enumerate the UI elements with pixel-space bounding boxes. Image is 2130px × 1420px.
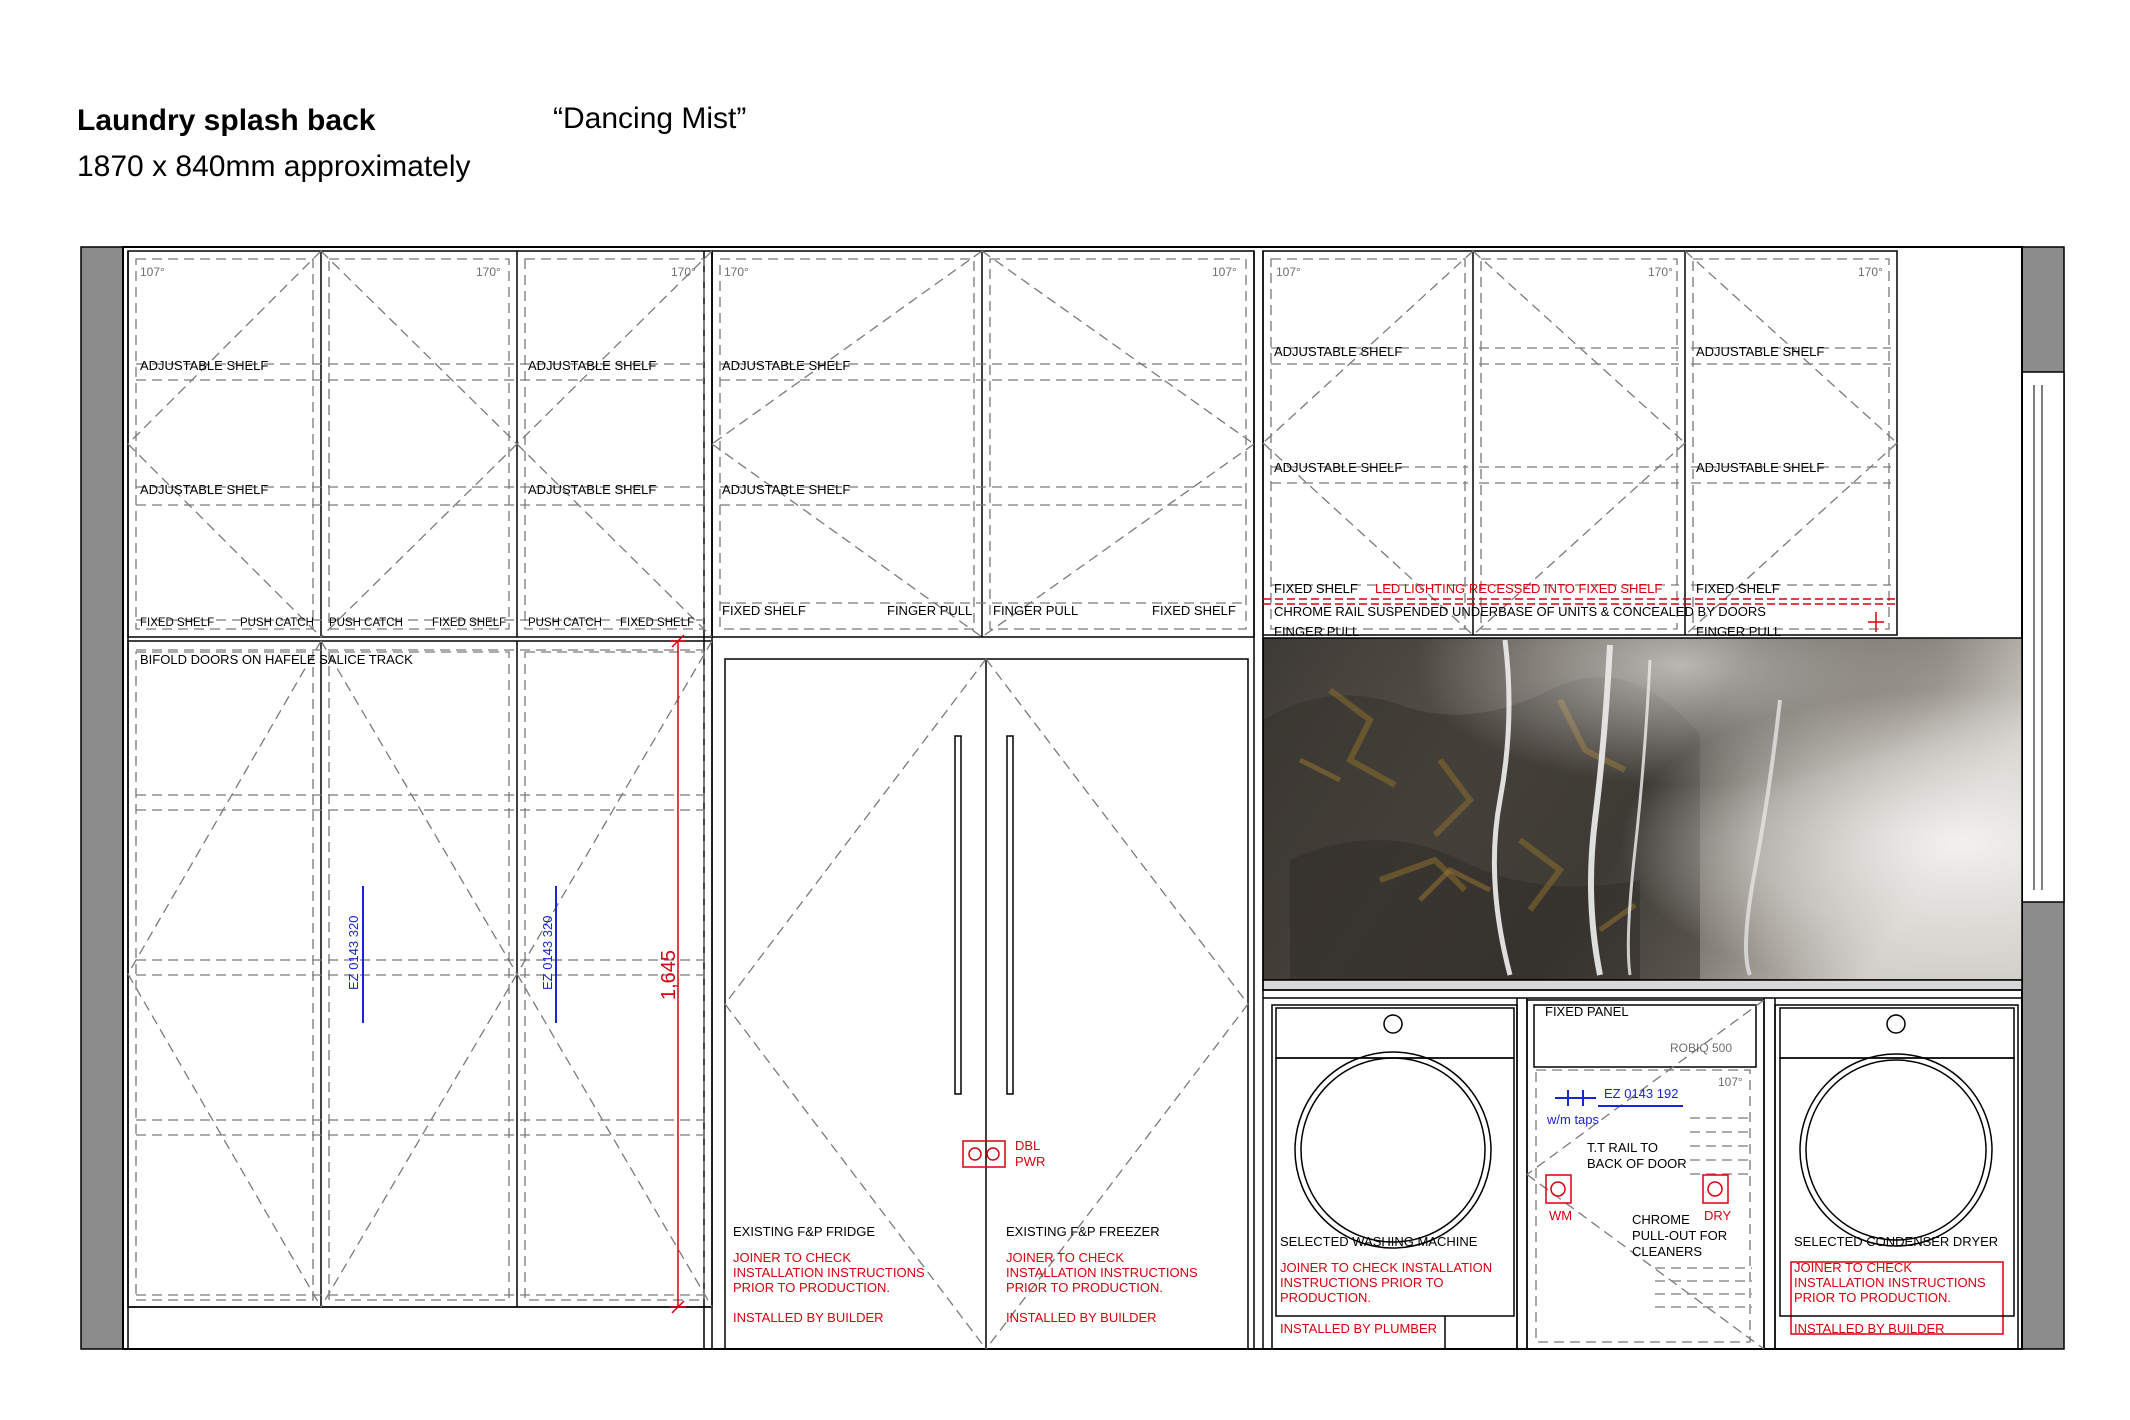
door-swing-line	[1473, 251, 1685, 443]
dry-power-outlet	[1703, 1175, 1728, 1203]
hinge-angle-label: 107°	[140, 265, 165, 279]
fixed-shelf-label: FIXED SHELF	[1152, 603, 1236, 618]
fixed-shelf-label: FIXED SHELF	[1696, 581, 1780, 596]
fixed-shelf-label: FIXED SHELF	[432, 617, 507, 629]
dry-power-label: DRY	[1704, 1208, 1732, 1223]
washer-door-inner	[1301, 1058, 1485, 1242]
door-swing-line	[128, 444, 321, 637]
tt-rail-note: T.T RAIL TO	[1587, 1140, 1659, 1155]
adjustable-shelf-label: ADJUSTABLE SHELF	[1274, 344, 1403, 359]
freezer-installed-note: INSTALLED BY BUILDER	[1006, 1310, 1157, 1325]
upper-cabinet-left	[128, 251, 712, 637]
left-wall	[81, 247, 123, 1349]
pullout-note: PULL-OUT FOR	[1632, 1228, 1728, 1243]
outlet-socket	[969, 1148, 981, 1160]
handle-code-label: EZ 0143 320	[346, 915, 361, 990]
height-dimension: 1,645	[658, 949, 680, 1000]
door-inset	[1536, 1070, 1750, 1342]
door-swing-line	[517, 444, 712, 637]
wm-taps-label: w/m taps	[1547, 1112, 1600, 1127]
adjustable-shelf-label: ADJUSTABLE SHELF	[1696, 344, 1825, 359]
door-inset	[525, 259, 704, 629]
door-swing-line	[982, 251, 1254, 444]
door-swing-line	[321, 444, 517, 637]
dryer-installed-note: INSTALLED BY BUILDER	[1794, 1321, 1945, 1336]
door-swing-line	[712, 251, 982, 444]
hinge-angle-label: 107°	[1212, 265, 1237, 279]
splashback-dimensions: 1870 x 840mm approximately	[77, 150, 471, 183]
door-frame	[2022, 372, 2064, 902]
freezer-joiner-note: JOINER TO CHECK	[1006, 1250, 1124, 1265]
washer-joiner-note: INSTRUCTIONS PRIOR TO	[1280, 1275, 1444, 1290]
washer-installed-note: INSTALLED BY PLUMBER	[1280, 1321, 1438, 1336]
freezer-handle	[1007, 736, 1013, 1094]
washer-door	[1295, 1052, 1491, 1248]
door-inset	[136, 652, 313, 1300]
door-swing-line	[725, 1004, 986, 1349]
page-title: Laundry splash back	[77, 104, 376, 137]
upper-cabinet-centre	[712, 251, 1254, 637]
chrome-rail-note: CHROME RAIL SUSPENDED UNDERBASE OF UNITS & CONCEALED BY DOORS	[1274, 604, 1766, 619]
dryer-door	[1800, 1054, 1992, 1246]
dryer-door-inner	[1806, 1060, 1986, 1240]
door-swing-line	[321, 974, 517, 1307]
washer-joiner-note: JOINER TO CHECK INSTALLATION	[1280, 1260, 1493, 1275]
door-inset	[136, 259, 313, 629]
fridge-joiner-note: INSTALLATION INSTRUCTIONS	[733, 1265, 925, 1280]
door-swing-line	[517, 974, 712, 1307]
door-swing-line	[986, 659, 1248, 1004]
outlet-socket	[987, 1148, 999, 1160]
dryer-label: SELECTED CONDENSER DRYER	[1794, 1234, 1999, 1249]
dryer-joiner-note: JOINER TO CHECK	[1794, 1260, 1912, 1275]
adjustable-shelf-label: ADJUSTABLE SHELF	[140, 482, 269, 497]
fridge-handle	[955, 736, 961, 1094]
hinge-angle-label: 107°	[1276, 265, 1301, 279]
led-lighting-note: LED LIGHTING RECESSED INTO FIXED SHELF	[1375, 581, 1663, 596]
wm-power-outlet	[1546, 1175, 1571, 1203]
handle-code-label: EZ 0143 320	[540, 915, 555, 990]
outlet-socket	[1551, 1182, 1565, 1196]
door-inset	[990, 259, 1246, 629]
robiq-label: ROBIQ 500	[1670, 1041, 1733, 1055]
door-swing-line	[725, 659, 986, 1004]
fridge-joiner-note: PRIOR TO PRODUCTION.	[733, 1280, 890, 1295]
fixed-shelf-label: FIXED SHELF	[620, 617, 695, 629]
dbl-label: DBL	[1015, 1138, 1041, 1153]
wm-power-label: WM	[1549, 1208, 1573, 1223]
hinge-angle-label: 107°	[1718, 1075, 1743, 1089]
stone-name: “Dancing Mist”	[553, 102, 747, 135]
fixed-shelf-label: FIXED SHELF	[140, 617, 215, 629]
door-inset	[1481, 259, 1677, 629]
fixed-shelf-label: FIXED SHELF	[1274, 581, 1358, 596]
finger-pull-label: FINGER PULL	[993, 603, 1079, 618]
adjustable-shelf-label: ADJUSTABLE SHELF	[722, 482, 851, 497]
freezer-joiner-note: INSTALLATION INSTRUCTIONS	[1006, 1265, 1198, 1280]
fridge-label: EXISTING F&P FRIDGE	[733, 1224, 876, 1239]
pullout-note: CHROME	[1632, 1212, 1690, 1227]
push-catch-label: PUSH CATCH	[240, 617, 314, 629]
dryer-joiner-note: PRIOR TO PRODUCTION.	[1794, 1290, 1951, 1305]
fridge-joiner-note: JOINER TO CHECK	[733, 1250, 851, 1265]
door-swing-line	[128, 251, 321, 444]
door-inset	[1693, 259, 1889, 629]
outlet-socket	[1708, 1182, 1722, 1196]
fixed-panel-label: FIXED PANEL	[1545, 1004, 1629, 1019]
hinge-angle-label: 170°	[476, 265, 501, 279]
pwr-label: PWR	[1015, 1154, 1046, 1169]
adjustable-shelf-label: ADJUSTABLE SHELF	[140, 358, 269, 373]
finger-pull-label: FINGER PULL	[1274, 624, 1360, 639]
hinge-angle-label: 170°	[1648, 265, 1673, 279]
dryer-joiner-note: INSTALLATION INSTRUCTIONS	[1794, 1275, 1986, 1290]
tt-rail-note: BACK OF DOOR	[1587, 1156, 1687, 1171]
benchtop	[1263, 980, 2022, 990]
fridge-installed-note: INSTALLED BY BUILDER	[733, 1310, 884, 1325]
bifold-doors-note: BIFOLD DOORS ON HAFELE SALICE TRACK	[140, 652, 413, 667]
door-swing-line	[986, 1004, 1248, 1349]
door-swing-line	[517, 251, 712, 444]
stone-splashback	[1263, 638, 2022, 980]
fixed-shelf-label: FIXED SHELF	[722, 603, 806, 618]
adjustable-shelf-label: ADJUSTABLE SHELF	[528, 482, 657, 497]
freezer-label: EXISTING F&P FREEZER	[1006, 1224, 1160, 1239]
door-swing-line	[321, 251, 517, 444]
door-swing-line	[128, 641, 321, 974]
hinge-angle-label: 170°	[724, 265, 749, 279]
freezer-joiner-note: PRIOR TO PRODUCTION.	[1006, 1280, 1163, 1295]
push-catch-label: PUSH CATCH	[329, 617, 403, 629]
door-inset	[720, 259, 974, 629]
tall-cabinet	[128, 641, 712, 1307]
door-inset	[329, 259, 509, 629]
adjustable-shelf-label: ADJUSTABLE SHELF	[1696, 460, 1825, 475]
hinge-angle-label: 170°	[671, 265, 696, 279]
door-swing-line	[128, 974, 321, 1307]
hinge-angle-label: 170°	[1858, 265, 1883, 279]
push-catch-label: PUSH CATCH	[528, 617, 602, 629]
adjustable-shelf-label: ADJUSTABLE SHELF	[528, 358, 657, 373]
upper-cabinet-right	[1263, 251, 1897, 635]
washer-joiner-note: PRODUCTION.	[1280, 1290, 1371, 1305]
adjustable-shelf-label: ADJUSTABLE SHELF	[1274, 460, 1403, 475]
ez192-label: EZ 0143 192	[1604, 1086, 1679, 1101]
washer-dial	[1384, 1015, 1402, 1033]
washer-label: SELECTED WASHING MACHINE	[1280, 1234, 1478, 1249]
finger-pull-label: FINGER PULL	[1696, 624, 1782, 639]
adjustable-shelf-label: ADJUSTABLE SHELF	[722, 358, 851, 373]
dryer-dial	[1887, 1015, 1905, 1033]
door-inset	[1271, 259, 1465, 629]
finger-pull-label: FINGER PULL	[887, 603, 973, 618]
pullout-note: CLEANERS	[1632, 1244, 1703, 1259]
